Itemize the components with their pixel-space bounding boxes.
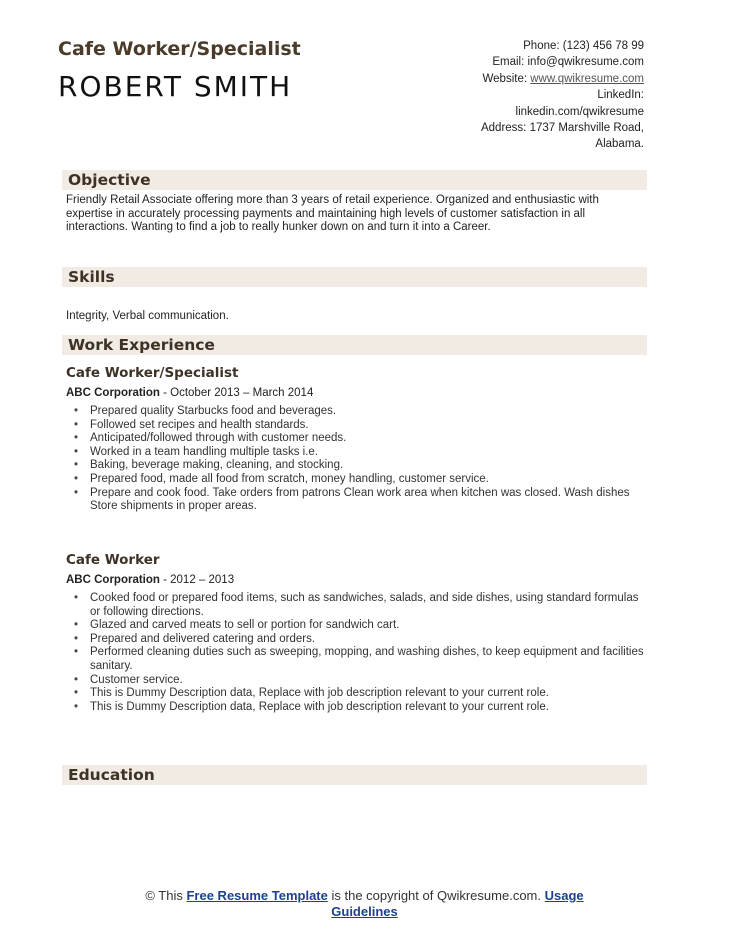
- skills-text: Integrity, Verbal communication.: [66, 310, 229, 322]
- usage-guidelines-link[interactable]: Usage: [544, 888, 584, 903]
- list-item: • Worked in a team handling multiple tasks i.e.: [74, 446, 644, 460]
- objective-section-header: [62, 170, 647, 190]
- address-label: Address:: [480, 122, 527, 135]
- company-name: ABC Corporation: [66, 574, 160, 586]
- skills-section-header: [62, 267, 647, 287]
- free-resume-template-link[interactable]: Free Resume Template: [186, 888, 328, 903]
- job-company-line: [66, 387, 313, 399]
- usage-guidelines-link-line2[interactable]: Guidelines: [331, 904, 398, 919]
- section-title: Skills: [68, 268, 115, 286]
- list-item: • Prepare and cook food. Take orders from patrons Clean work area when kitchen was closed. Wash dishes Store shipments in proper areas.: [74, 487, 644, 514]
- list-item: • Customer service.: [74, 674, 644, 688]
- copyright-footer: [0, 888, 729, 920]
- phone-value: (123) 456 78 99: [562, 40, 644, 52]
- phone-line: [404, 38, 644, 54]
- email-value: info@qwikresume.com: [527, 56, 644, 69]
- address-line: [404, 120, 644, 136]
- target-job-title: Cafe Worker/Specialist: [58, 38, 301, 60]
- job-dates: - 2012 – 2013: [159, 574, 235, 586]
- objective-text: Friendly Retail Associate offering more than 3 years of retail experience. Organized and enthusiastic with expertise in accurately processing payments and maintaining high levels of customer satisfaction in all interactions. Wanting to find a job to really hunker down on and turn it into a Career.: [66, 194, 599, 234]
- email-line: [404, 54, 644, 70]
- email-label: Email:: [492, 56, 525, 69]
- footer-prefix: © This: [145, 888, 187, 903]
- list-item: • This is Dummy Description data, Replace with job description relevant to your current role.: [74, 701, 644, 715]
- list-item: • Glazed and carved meats to sell or portion for sandwich cart.: [74, 619, 644, 633]
- list-item: • Prepared food, made all food from scratch, money handling, customer service.: [74, 473, 644, 487]
- list-item: • Performed cleaning duties such as sweeping, mopping, and washing dishes, to keep equipment and facilities sanitary.: [74, 646, 644, 673]
- job-title: Cafe Worker/Specialist: [66, 365, 239, 381]
- education-section-header: [62, 765, 647, 785]
- candidate-name: ROBERT SMITH: [58, 70, 293, 103]
- address-value: 1737 Marshville Road,: [529, 122, 644, 135]
- contact-block: [404, 38, 644, 153]
- list-item: • Baking, beverage making, cleaning, and stocking.: [74, 459, 644, 473]
- job-bullets: [74, 405, 644, 514]
- linkedin-label: LinkedIn:: [597, 89, 644, 102]
- list-item: • Anticipated/followed through with customer needs.: [74, 432, 644, 446]
- linkedin-value: linkedin.com/qwikresume: [515, 105, 644, 118]
- footer-middle: is the copyright of Qwikresume.com.: [327, 888, 545, 903]
- list-item: • This is Dummy Description data, Replace with job description relevant to your current role.: [74, 687, 644, 701]
- job-bullets: [74, 592, 644, 714]
- section-title: Work Experience: [68, 336, 215, 354]
- section-title: Education: [68, 766, 155, 784]
- job-dates: - October 2013 – March 2014: [159, 387, 314, 399]
- website-label: Website:: [482, 72, 528, 85]
- list-item: • Prepared and delivered catering and orders.: [74, 633, 644, 647]
- address-line-2: Alabama.: [595, 138, 644, 151]
- website-line: [404, 71, 644, 87]
- section-title: Objective: [68, 171, 151, 189]
- company-name: ABC Corporation: [66, 387, 160, 399]
- job-company-line: [66, 574, 234, 586]
- list-item: • Prepared quality Starbucks food and beverages.: [74, 405, 644, 419]
- work-section-header: [62, 335, 647, 355]
- list-item: • Followed set recipes and health standards.: [74, 419, 644, 433]
- job-title: Cafe Worker: [66, 552, 160, 568]
- website-link[interactable]: www.qwikresume.com: [530, 72, 644, 85]
- list-item: • Cooked food or prepared food items, such as sandwiches, salads, and side dishes, using standard formulas or following directions.: [74, 592, 644, 619]
- phone-label: Phone:: [523, 40, 560, 52]
